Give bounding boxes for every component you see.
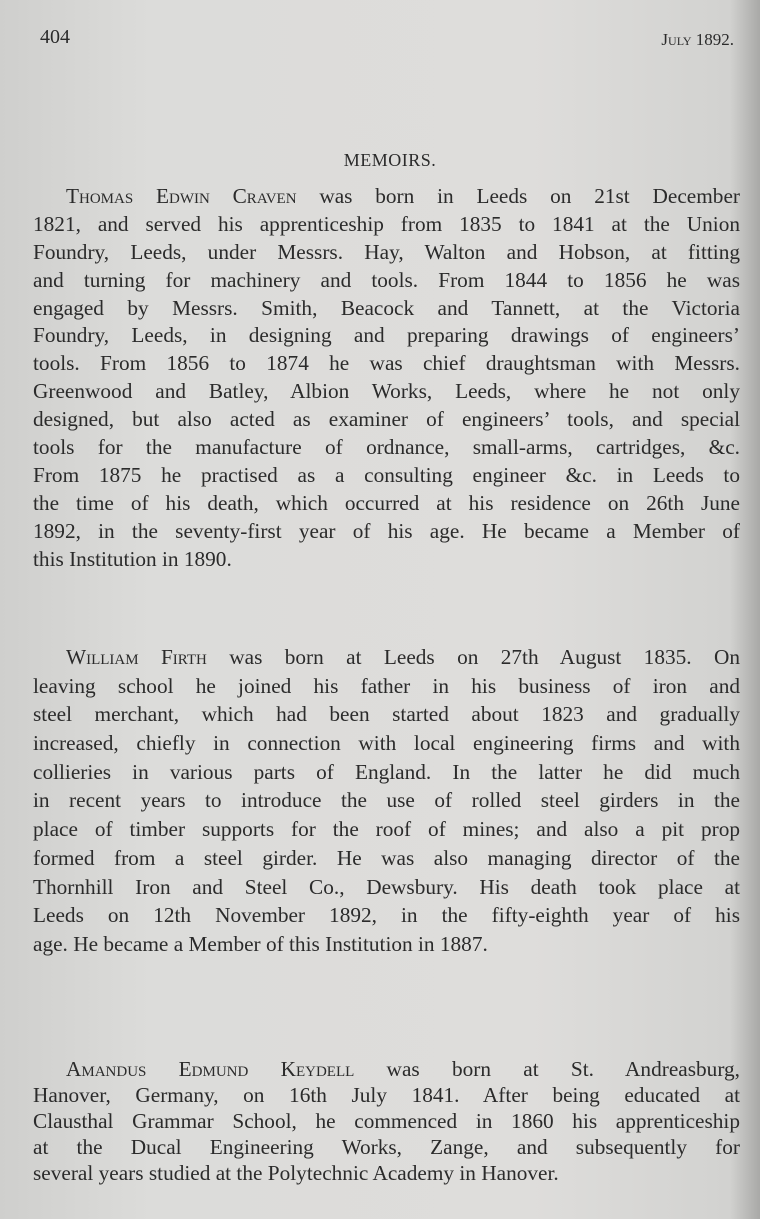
text-line: and turning for machinery and tools. From 1844 to 1856 he was — [33, 267, 740, 292]
text-line: Foundry, Leeds, in designing and preparing drawings of engineers’ — [33, 323, 740, 348]
text-line: increased, chiefly in connection with local engineering firms and with — [33, 731, 740, 756]
text-line: place of timber supports for the roof of mines; and also a pit prop — [33, 817, 740, 842]
text-line: tools for the manufacture of ordnance, small-arms, cartridges, &c. — [33, 435, 740, 460]
text-line — [33, 1056, 740, 1082]
text-line: several years studied at the Polytechnic Academy in Hanover. — [33, 1161, 559, 1185]
text-line: age. He became a Member of this Institution in 1887. — [33, 931, 488, 956]
text-line: Hanover, Germany, on 16th July 1841. After being educated at — [33, 1083, 740, 1107]
text-line: Greenwood and Batley, Albion Works, Leeds, where he not only — [33, 379, 740, 404]
memoir-name: Amandus Edmund Keydell — [66, 1057, 355, 1081]
text-line: in recent years to introduce the use of rolled steel girders in the — [33, 788, 740, 813]
text-line: steel merchant, which had been started about 1823 and gradually — [33, 702, 740, 727]
memoir-name: Thomas Edwin Craven — [66, 184, 297, 208]
text-line: the time of his death, which occurred at his residence on 26th June — [33, 490, 740, 515]
memoir-paragraph — [33, 1056, 740, 1186]
text-line: From 1875 he practised as a consulting engineer &c. in Leeds to — [33, 462, 740, 487]
line-text: was born at St. Andreasburg, — [354, 1057, 740, 1081]
line-text: was born at Leeds on 27th August 1835. On — [206, 645, 740, 669]
text-line: Foundry, Leeds, under Messrs. Hay, Walton and Hobson, at fitting — [33, 239, 740, 264]
section-title: MEMOIRS. — [343, 150, 437, 170]
text-line — [33, 183, 740, 211]
page-number: 404 — [40, 26, 70, 48]
text-line: Thornhill Iron and Steel Co., Dewsbury. His death took place at — [33, 874, 740, 899]
memoir-name: William Firth — [66, 645, 207, 669]
text-line: Clausthal Grammar School, he commenced in 1860 his apprenticeship — [33, 1109, 740, 1133]
text-line: this Institution in 1890. — [33, 546, 232, 571]
memoir-paragraph — [33, 643, 740, 959]
text-line: leaving school he joined his father in his business of iron and — [33, 673, 740, 698]
text-line: collieries in various parts of England. In the latter he did much — [33, 759, 740, 784]
text-line: tools. From 1856 to 1874 he was chief draughtsman with Messrs. — [33, 351, 740, 376]
text-line: 1821, and served his apprenticeship from 1835 to 1841 at the Union — [33, 211, 740, 236]
text-line: at the Ducal Engineering Works, Zange, and subsequently for — [33, 1135, 740, 1159]
text-line: designed, but also acted as examiner of engineers’ tools, and special — [33, 407, 740, 432]
text-line — [33, 643, 740, 672]
memoir-paragraph — [33, 183, 740, 573]
line-text: was born in Leeds on 21st December — [296, 184, 740, 208]
text-line: engaged by Messrs. Smith, Beacock and Tannett, at the Victoria — [33, 295, 740, 320]
running-header-date: July 1892. — [661, 30, 734, 49]
text-line: formed from a steel girder. He was also managing director of the — [33, 845, 740, 870]
text-line: 1892, in the seventy-first year of his age. He became a Member of — [33, 518, 740, 543]
text-line: Leeds on 12th November 1892, in the fifty-eighth year of his — [33, 903, 740, 928]
